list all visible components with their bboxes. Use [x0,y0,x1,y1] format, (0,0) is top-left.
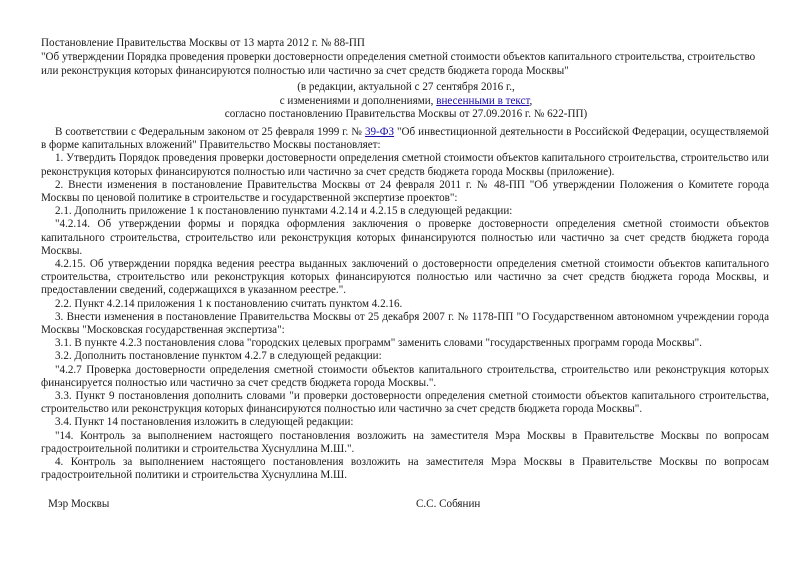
paragraph-3-1: 3.1. В пункте 4.2.3 постановления слова "городских целевых программ" заменить словами "государственных программ города Москвы". [55,337,702,350]
paragraph-2: 2. Внести изменения в постановление Правительства Москвы от 24 февраля 2011 г. № 48-ПП "Об утверждении Положения о Комитете города Москвы по ценовой политике в строительстве и государственной экспертизе проектов": [41,178,769,205]
paragraph-3-4: 3.4. Пункт 14 постановления изложить в следующей редакции: [55,416,354,429]
document-subtitle-line-2: или реконструкция которых финансируются полностью или частично за счет средств бюджета города Москвы" [41,65,569,77]
paragraph-2-2: 2.2. Пункт 4.2.14 приложения 1 к постановлению считать пунктом 4.2.16. [55,297,403,310]
edition-note-line-1: (в редакции, актуальной с 27 сентября 2016 г., [297,81,515,93]
amendments-link[interactable]: внесенными в текст [436,95,530,107]
law-link[interactable]: 39-ФЗ [364,126,395,138]
paragraph-14: "14. Контроль за выполнением настоящего постановления возложить на заместителя Мэра Москвы в Правительстве Москвы по вопросам градостроительной политики и строительства Хуснуллина М.Ш.". [41,429,769,455]
document-body [41,126,769,482]
document-title: Постановление Правительства Москвы от 13 марта 2012 г. № 88-ПП [41,37,365,49]
signature-title: Мэр Москвы [48,498,110,510]
preamble-text-cont: "Об инвестиционной деятельности в Российской Федерации, осуществляемой в форме капитальных вложений" Правительство Москвы постановляет: [41,126,769,152]
paragraph-3-3: 3.3. Пункт 9 постановления дополнить словами "и проверки достоверности определения сметной стоимости объектов капитального строительства, строительство или реконструкция которых финансируются полностью или частично за счет средств бюджета города Москвы". [41,390,769,416]
paragraph-4: 4. Контроль за выполнением настоящего постановления возложить на заместителя Мэра Москвы в Правительстве Москвы по вопросам градостроительной политики и строительства Хуснуллина М.Ш. [41,456,769,482]
document-subtitle-line-1: "Об утверждении Порядка проведения проверки достоверности определения сметной стоимости объектов капитального строительства, строительство [41,51,756,63]
edition-note-punct: , [529,95,533,107]
edition-note-line-2 [41,95,771,108]
paragraph-4-2-7: "4.2.7 Проверка достоверности определения сметной стоимости объектов капитального строительства, строительство или реконструкция которых финансируется полностью или частично за счет средств бюджета города Москвы.". [41,363,769,389]
preamble-text: В соответствии с Федеральным законом от 25 февраля 1999 г. № [55,126,365,138]
edition-note-text: с изменениями и дополнениями, [279,95,437,107]
edition-note-line-3: согласно постановлению Правительства Москвы от 27.09.2016 г. № 622-ПП) [224,108,588,120]
paragraph-4-2-15: 4.2.15. Об утверждении порядка ведения реестра выданных заключений о достоверности определения сметной стоимости объектов капитального строительства, строительство или реконструкция которых финансируются полностью или частично за счет средств бюджета города Москвы, и предоставлении сведений, содержащихся в указанном реестре.". [41,258,769,297]
paragraph-3-2: 3.2. Дополнить постановление пунктом 4.2.7 в следующей редакции: [55,350,382,363]
preamble-paragraph [41,126,769,152]
paragraph-2-1: 2.1. Дополнить приложение 1 к постановлению пунктами 4.2.14 и 4.2.15 в следующей редакции: [55,205,513,218]
signature-name: С.С. Собянин [416,498,481,510]
paragraph-4-2-14: "4.2.14. Об утверждении формы и порядка оформления заключения о проверке достоверности определения сметной стоимости объектов капитального строительства, строительство или реконструкция которых финансируются полностью или частично за счет средств бюджета города Москвы. [41,218,769,257]
paragraph-1: 1. Утвердить Порядок проведения проверки достоверности определения сметной стоимости объектов капитального строительства, строительство или реконструкция которых финансируются полностью или частично за счет средств бюджета города Москвы (приложение). [41,152,769,178]
paragraph-3: 3. Внести изменения в постановление Правительства Москвы от 25 декабря 2007 г. № 1178-ПП "О Государственном автономном учреждении города Москвы "Московская государственная экспертиза": [41,310,769,337]
